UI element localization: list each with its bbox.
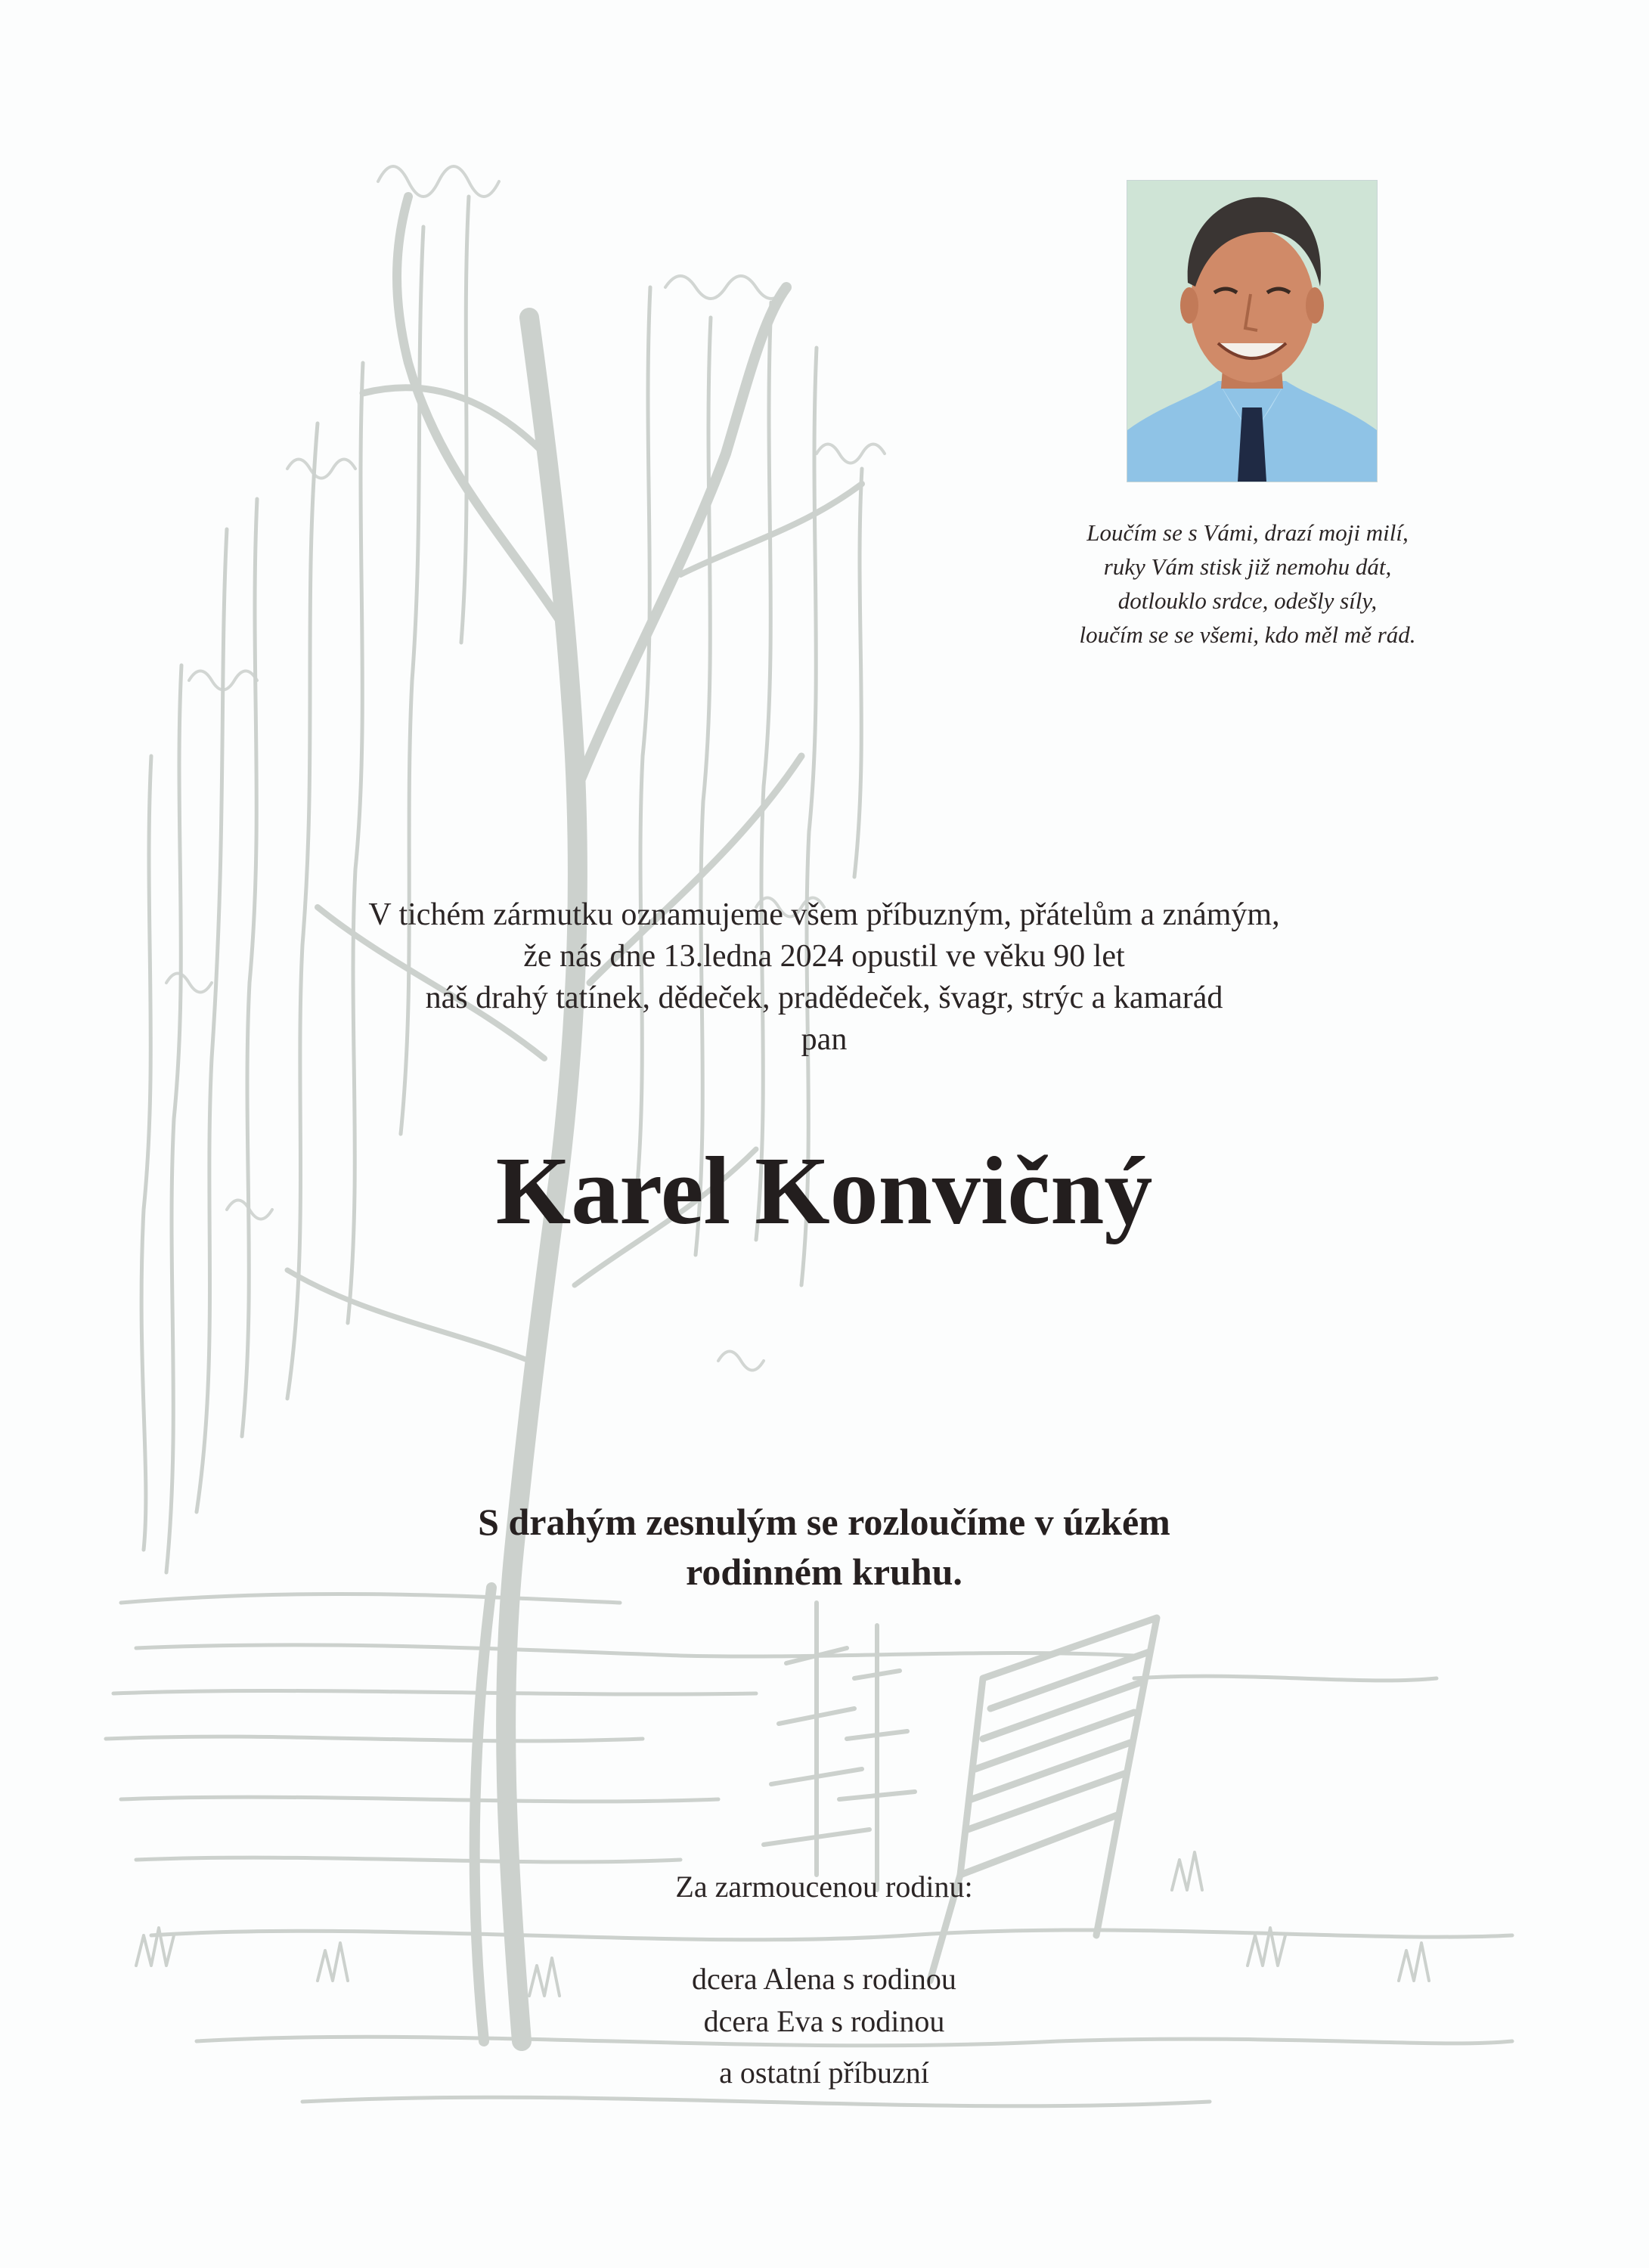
farewell-poem [975,516,1520,652]
announcement-line: že nás dne 13.ledna 2024 opustil ve věku 90 let [523,939,1125,974]
farewell-line: S drahým zesnulým se rozloučíme v úzkém [478,1501,1170,1543]
signatory-name: dcera Eva s rodinou [703,2004,945,2038]
signatory-name: dcera Alena s rodinou [692,1962,956,1996]
farewell-notice [181,1497,1467,1597]
portrait-photo [1127,180,1378,482]
announcement-line: náš drahý tatínek, dědeček, pradědeček, švagr, strýc a kamarád [425,981,1223,1015]
signatory-relatives: a ostatní příbuzní [719,2056,929,2090]
death-announcement [181,894,1467,1061]
family-signatories [408,1866,1240,2094]
deceased-name: Karel Konvičný [495,1137,1153,1244]
poem-line: ruky Vám stisk již nemohu dát, [1103,553,1392,580]
signatories-heading: Za zarmoucenou rodinu: [675,1870,973,1904]
poem-line: dotlouklo srdce, odešly síly, [1117,587,1378,614]
announcement-line: V tichém zármutku oznamujeme všem příbuzným, přátelům a známým, [368,897,1280,932]
poem-line: Loučím se s Vámi, drazí moji milí, [1086,519,1409,546]
announcement-line: pan [801,1022,848,1057]
poem-line: loučím se se všemi, kdo měl mě rád. [1079,621,1416,648]
portrait-image [1127,181,1377,482]
farewell-line: rodinném kruhu. [686,1551,962,1593]
